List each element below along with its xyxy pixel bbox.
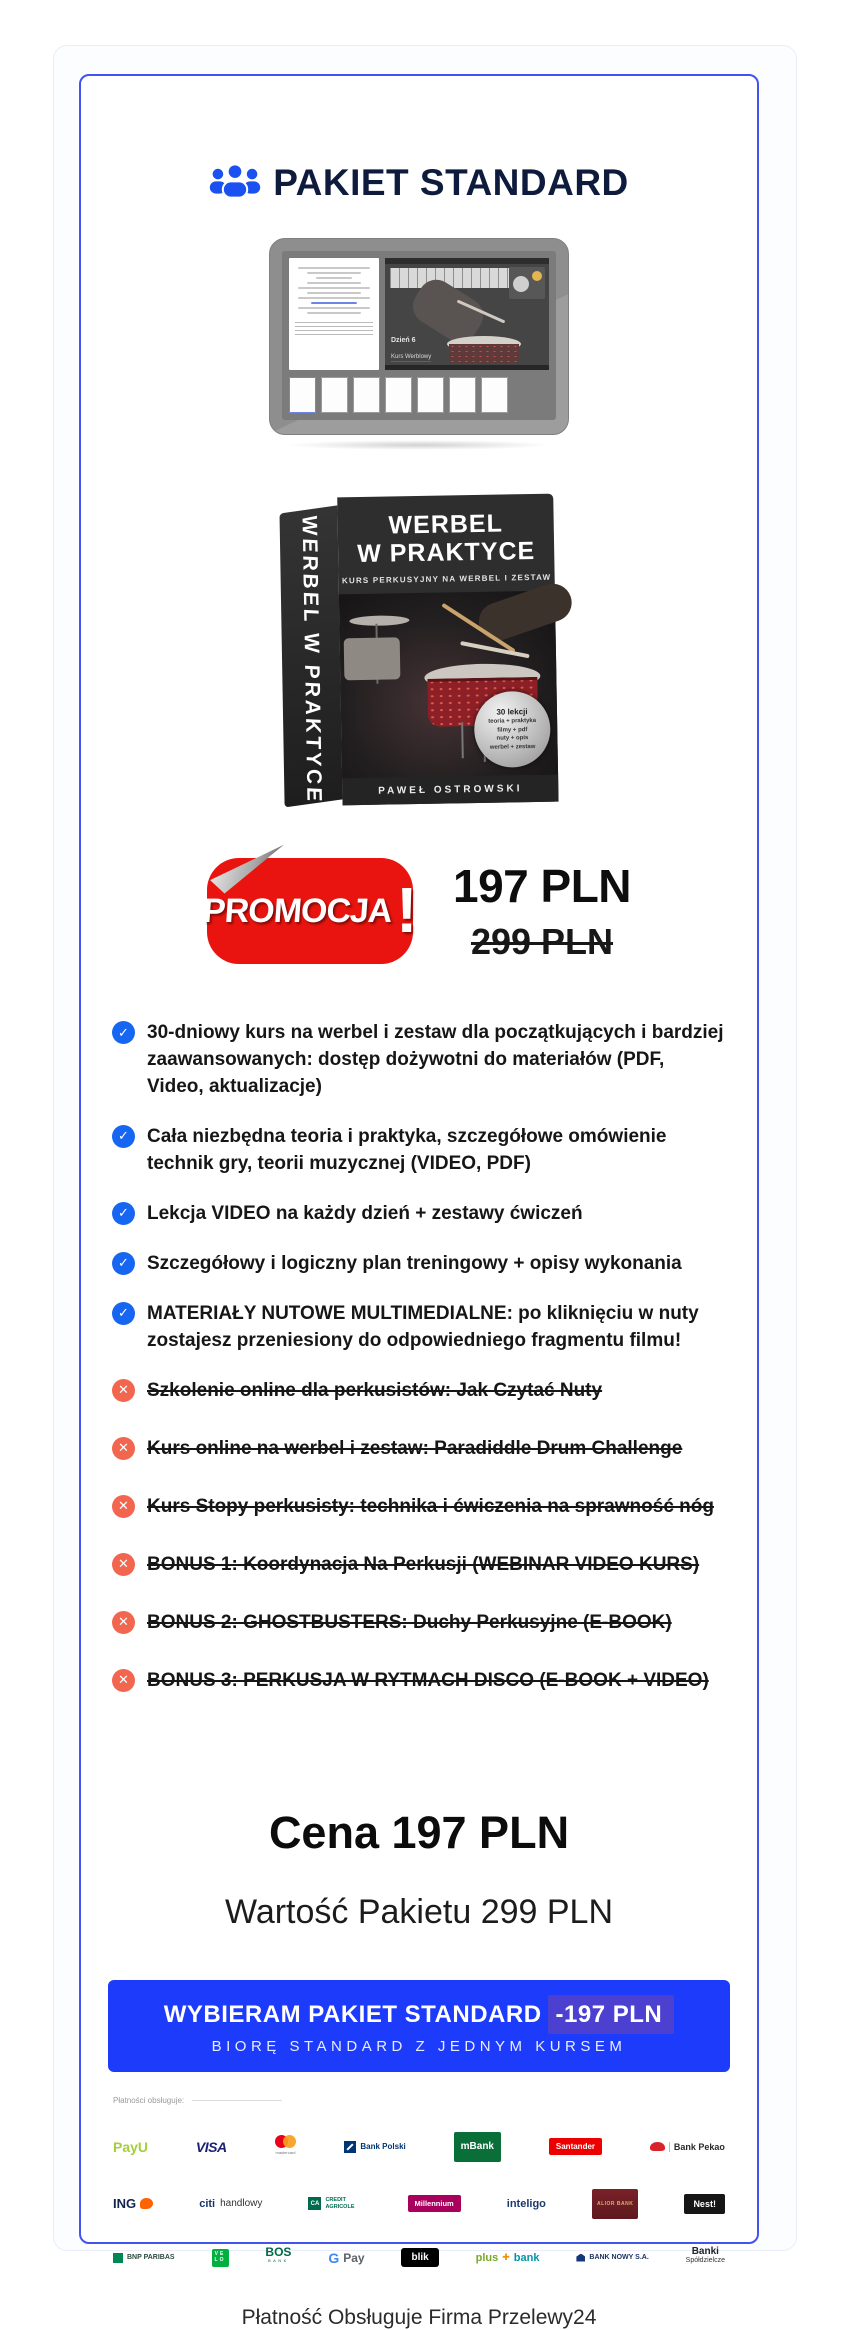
payment-logo-label: citi	[199, 2197, 216, 2210]
stand-legs-shape	[461, 722, 464, 758]
package-card	[79, 74, 759, 2329]
page-thumbnail	[321, 377, 348, 413]
x-icon	[112, 1553, 135, 1576]
badge-line: 30 lekcji	[496, 707, 528, 717]
doc-text-line	[307, 312, 362, 314]
payments-caption-row	[113, 2096, 725, 2105]
payment-logo-pekao	[650, 2135, 725, 2159]
box-spine-title: WERBEL W PRAKTYCE	[297, 513, 326, 806]
payment-logo-label: BOS	[265, 2244, 292, 2259]
feature-text: Kurs online na werbel i zestaw: Paradiddle Drum Challenge	[147, 1437, 683, 1459]
payment-logo-sublabel: BANK	[267, 2257, 289, 2263]
feature-included-item	[112, 1124, 726, 1178]
payment-logo-citi	[199, 2192, 262, 2216]
ing-logo-icon	[140, 2198, 153, 2209]
caption-divider-line	[192, 2100, 282, 2101]
box-spine	[279, 505, 342, 807]
payment-logo-blik	[401, 2246, 438, 2270]
payment-logo-label: blik	[401, 2248, 438, 2267]
tom-drum-shape	[344, 637, 401, 680]
package-value-line: Wartość Pakietu 299 PLN	[224, 1892, 614, 1931]
feature-text: BONUS 3: PERKUSJA W RYTMACH DISCO (E-BOOK + VIDEO)	[147, 1669, 709, 1691]
features-included	[112, 1020, 726, 1355]
payment-logo-label: PayU	[113, 2138, 149, 2155]
feature-excluded-item	[112, 1552, 726, 1579]
payment-logo-label: BNP PARIBAS	[127, 2254, 175, 2262]
feature-excluded-item	[112, 1668, 726, 1695]
video-day-label: Dzień 6	[391, 337, 416, 344]
box-author: PAWEŁ OSTROWSKI	[342, 775, 558, 806]
doc-text-line	[316, 277, 351, 279]
cta-price-highlight: -197 PLN	[548, 1995, 675, 2034]
payment-logo-nest	[684, 2192, 725, 2216]
feature-included-item	[112, 1020, 726, 1101]
payment-logo-sublabel: mastercard	[275, 2149, 296, 2155]
check-icon	[112, 1125, 135, 1148]
feature-included-item	[112, 1301, 726, 1355]
gpay-logo-icon	[328, 2250, 339, 2266]
payment-logo-sublabel: handlowy	[220, 2198, 263, 2210]
feature-text: BONUS 1: Koordynacja Na Perkusji (WEBINAR VIDEO KURS)	[147, 1553, 700, 1575]
pko-logo-icon	[344, 2141, 356, 2153]
x-icon	[112, 1669, 135, 1692]
payment-logo-label: BANK NOWY S.A.	[589, 2254, 649, 2262]
product-box-image	[279, 494, 559, 819]
payment-logos-grid	[113, 2132, 725, 2270]
course-preview-image	[269, 238, 569, 450]
box-title	[337, 509, 554, 569]
payment-logo-payu	[113, 2135, 148, 2159]
banknowy-logo-icon	[576, 2254, 585, 2262]
payment-logo-gpay	[328, 2246, 364, 2270]
feature-text: MATERIAŁY NUTOWE MULTIMEDIALNE: po kliknięciu w nuty zostajesz przeniesiony do odpowiedniego fragmentu filmu!	[147, 1302, 699, 1351]
package-header	[81, 162, 757, 204]
box-front	[337, 494, 558, 806]
plusbank-logo-icon	[502, 2252, 510, 2263]
payment-logo-label: plus	[475, 2251, 499, 2264]
check-icon	[112, 1021, 135, 1044]
page-thumbnail	[417, 377, 444, 413]
payment-logo-ing	[113, 2192, 153, 2216]
doc-text-line	[298, 307, 370, 309]
payment-logo-label: VISA	[195, 2138, 227, 2155]
page-thumbnail	[289, 377, 316, 413]
page-thumbnail	[385, 377, 412, 413]
hihat-shape	[349, 615, 409, 626]
promo-exclamation: !	[396, 874, 418, 947]
tablet-shadow	[285, 440, 553, 450]
payment-provider-note: Płatność Obsługuje Firma Przelewy24	[241, 2305, 597, 2329]
payment-logo-sublabel: bank	[513, 2251, 540, 2264]
doc-text-line	[307, 272, 362, 274]
payment-logo-sublabel: Spółdzielcze	[685, 2256, 725, 2264]
doc-notation-strip	[295, 319, 373, 335]
promo-price-row	[81, 858, 757, 964]
payment-logo-visa	[196, 2135, 227, 2159]
payment-methods-section	[113, 2096, 725, 2270]
promo-text: PROMOCJA	[201, 891, 393, 930]
payment-logo-label: Bank Polski	[360, 2142, 406, 2152]
video-course-label: Kurs Werblowy	[391, 354, 432, 360]
payment-logos-row	[113, 2189, 725, 2219]
feature-text: Szczegółowy i logiczny plan treningowy + opisy wykonania	[147, 1252, 682, 1274]
payment-logo-bos	[265, 2246, 291, 2270]
feature-excluded-item	[112, 1494, 726, 1521]
feature-included-item	[112, 1201, 726, 1228]
bnp-logo-icon	[113, 2253, 123, 2263]
feature-excluded-item	[112, 1378, 726, 1405]
pdf-document-panel	[289, 258, 379, 370]
features-list	[112, 1020, 726, 1695]
cta-main-text: WYBIERAM PAKIET STANDARD	[163, 2000, 542, 2028]
feature-excluded-item	[112, 1436, 726, 1463]
check-icon	[112, 1202, 135, 1225]
mastercard-logo-icon	[275, 2135, 297, 2148]
old-price-strikethrough: 299 PLN	[470, 921, 614, 962]
box-badge	[474, 691, 551, 768]
payment-logo-mbank	[454, 2132, 501, 2162]
doc-text-line	[307, 292, 362, 294]
payment-logos-row	[113, 2246, 725, 2270]
badge-line: nuty + opis	[496, 735, 529, 742]
page-title: PAKIET STANDARD	[273, 162, 629, 203]
doc-text-line	[307, 282, 362, 284]
page-outer-frame	[53, 45, 797, 2329]
badge-line: werbel + zestaw	[489, 743, 536, 751]
page-thumbnails-row	[289, 377, 549, 413]
feature-included-item	[112, 1251, 726, 1278]
page-thumbnail	[353, 377, 380, 413]
payment-logo-label: mBank	[460, 2141, 494, 2153]
page-thumbnail	[449, 377, 476, 413]
promo-sticker	[201, 858, 418, 964]
payment-logo-santander	[549, 2135, 602, 2159]
feature-text: Cała niezbędna teoria i praktyka, szczegółowe omówienie technik gry, teorii muzycznej (VIDEO, PDF)	[147, 1125, 667, 1174]
x-icon	[112, 1379, 135, 1402]
feature-text: Szkolenie online dla perkusistów: Jak Czytać Nuty	[147, 1379, 603, 1401]
check-icon	[112, 1252, 135, 1275]
video-panel	[385, 258, 549, 370]
payment-logo-label: VELO	[212, 2249, 229, 2267]
check-icon	[112, 1302, 135, 1325]
features-excluded	[112, 1378, 726, 1695]
feature-text: 30-dniowy kurs na werbel i zestaw dla początkujących i bardziej zaawansowanych: dostęp dożywotni do materiałów (PDF, Video, aktualizacje)	[147, 1022, 724, 1097]
users-group-icon	[209, 163, 261, 203]
box-subtitle: KURS PERKUSYJNY NA WERBEL I ZESTAW	[341, 572, 552, 586]
payment-logo-label: Millennium	[408, 2195, 461, 2212]
feature-excluded-item	[112, 1610, 726, 1637]
video-controls-bar	[385, 365, 549, 370]
box-title-line1: WERBEL	[388, 509, 504, 540]
payment-logo-ca	[308, 2192, 361, 2216]
price-stack	[453, 859, 631, 963]
feature-text: Lekcja VIDEO na każdy dzień + zestawy ćwiczeń	[147, 1202, 583, 1224]
choose-package-button[interactable]	[108, 1980, 730, 2072]
payment-logo-banknowy	[576, 2246, 648, 2270]
page-thumbnail	[481, 377, 508, 413]
payments-caption: Płatności obsługuje:	[113, 2095, 185, 2105]
x-icon	[112, 1495, 135, 1518]
payment-logo-spoldzielcze	[686, 2246, 725, 2270]
feature-text: BONUS 2: GHOSTBUSTERS: Duchy Perkusyjne (E-BOOK)	[147, 1611, 672, 1633]
payment-logo-label: Santander	[549, 2138, 602, 2155]
pekao-logo-icon	[650, 2142, 665, 2151]
doc-text-line	[298, 267, 370, 269]
snare-body-shape	[449, 344, 519, 364]
cta-sub-line: BIORĘ STANDARD Z JEDNYM KURSEM	[211, 2037, 627, 2055]
payment-logo-label: ALIOR BANK	[596, 2200, 634, 2207]
ca-logo-icon	[308, 2197, 321, 2210]
video-titlebar	[385, 258, 549, 264]
doc-text-line	[311, 302, 358, 304]
box-title-line2: W PRAKTYCE	[356, 536, 536, 569]
doc-text-line	[298, 287, 370, 289]
payment-logo-label: Bank Pekao	[669, 2142, 725, 2152]
x-icon	[112, 1437, 135, 1460]
payment-logo-label: Pay	[343, 2250, 365, 2265]
payment-logo-bnp	[113, 2246, 175, 2270]
price-heading: Cena 197 PLN	[268, 1806, 570, 1858]
payment-logo-inteligo	[507, 2192, 546, 2216]
badge-line: teoria + praktyka	[488, 717, 537, 725]
drumstick-shape	[460, 641, 529, 658]
payment-logo-pko	[344, 2135, 405, 2159]
tablet-frame	[269, 238, 569, 435]
payment-logo-plusbank	[476, 2246, 540, 2270]
payment-logo-label: ING	[113, 2196, 137, 2212]
payment-logo-label: CREDIT AGRICOLE	[325, 2196, 355, 2210]
current-price: 197 PLN	[452, 860, 632, 912]
cta-main-line	[108, 2001, 730, 2029]
payment-logo-mastercard	[275, 2135, 297, 2159]
payment-logo-millennium	[408, 2192, 461, 2216]
tablet-screen	[282, 251, 556, 420]
drumkit-thumbnail	[509, 267, 545, 299]
payment-logos-row	[113, 2132, 725, 2162]
doc-text-line	[298, 297, 370, 299]
x-icon	[112, 1611, 135, 1634]
badge-line: filmy + pdf	[497, 726, 528, 734]
payment-logo-alior	[592, 2189, 638, 2219]
payment-logo-label: inteligo	[506, 2197, 546, 2210]
feature-text: Kurs Stopy perkusisty: technika i ćwiczenia na sprawność nóg	[147, 1495, 714, 1517]
box-cover-photo	[339, 591, 558, 779]
payment-logo-velo	[212, 2246, 229, 2270]
payment-logo-label: Nest!	[684, 2194, 725, 2214]
payment-logo-label: Banki	[691, 2245, 719, 2257]
